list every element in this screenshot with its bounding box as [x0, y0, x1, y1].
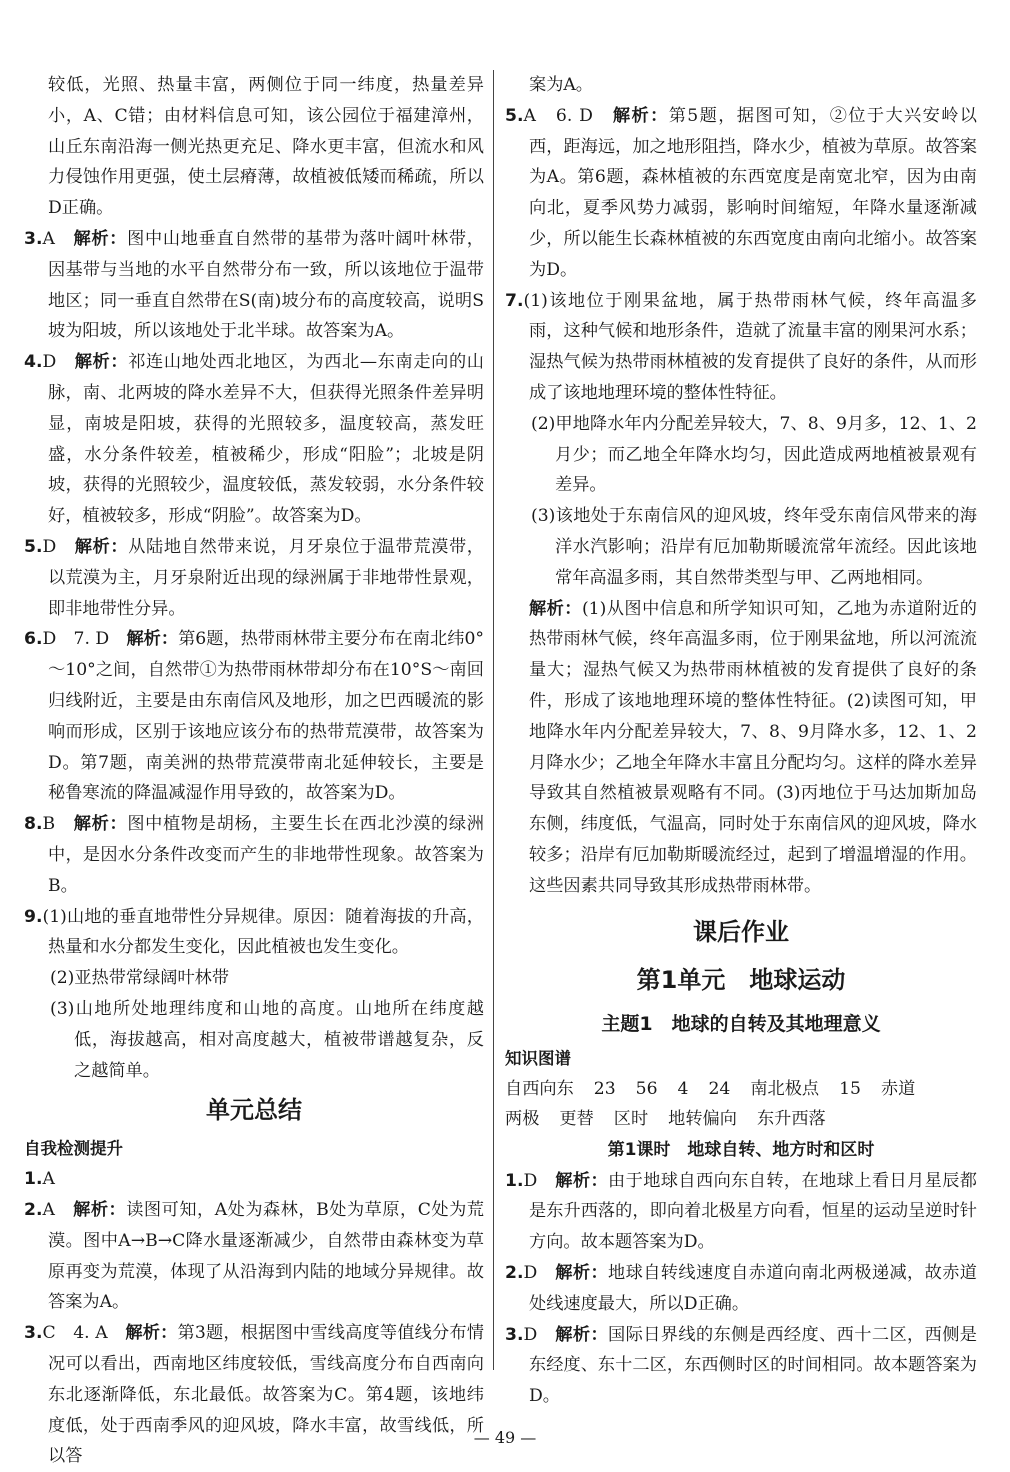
analysis-label: 解析：: [555, 1262, 609, 1283]
analysis-label: 解析：: [73, 1200, 127, 1221]
column-divider: [493, 70, 494, 1370]
analysis-label: 解析：: [74, 352, 129, 373]
keyword: 两极: [505, 1108, 540, 1129]
answer-item: [505, 101, 977, 286]
answer-item: [24, 532, 484, 624]
answer-item: [505, 286, 977, 409]
item-text: 由于地球自西向东自转，在地球上看日月星辰都是东升西落的，即向着北极星方向看，恒星的运动呈逆时针方向。故本题答案为D。: [529, 1170, 977, 1253]
sub-answers: [24, 963, 484, 1086]
analysis-label: 解析：: [612, 105, 669, 126]
analysis-label: 解析：: [555, 1170, 609, 1191]
item-number: 5.: [24, 536, 43, 557]
keyword: 自西向东: [505, 1078, 574, 1099]
item-text: 国际日界线的东侧是西经度、西十二区，西侧是东经度、东十二区，东西侧时区的时间相同。故本题答案为D。: [529, 1324, 977, 1407]
item-text: (1)山地的垂直地带性分异规律。原因：随着海拔的升高，热量和水分都发生变化，因此植被也发生变化。: [42, 906, 484, 958]
item-text: 第6题，热带雨林带主要分布在南北纬0°～10°之间，自然带①为热带雨林带却分布在10°S～南回归线附近，主要是由东南信风及地形，加之巴西暖流的影响而形成，区别于该地应该分布的热带荒漠带，故答案为D。第7题，南美洲的热带荒漠带南北延伸较长，主要是秘鲁寒流的降温减湿作用导致的，故答案为D。: [48, 629, 484, 804]
sub-answers: [505, 409, 977, 594]
right-column: [505, 70, 977, 1412]
keyword: 更替: [559, 1108, 594, 1129]
item-number: 3.: [24, 1323, 43, 1344]
item-text: 第3题，根据图中雪线高度等值线分布情况可以看出，西南地区纬度较低，雪线高度分布自西南向东北逐渐降低，东北最低。故答案为C。第4题，该地纬度低，处于西南季风的迎风坡，降水丰富，故雪线低，所以答: [48, 1323, 484, 1467]
answer-item: [24, 1164, 484, 1195]
item-number: 2.: [24, 1200, 43, 1221]
item-answer: D: [42, 352, 57, 373]
analysis-label: 解析：: [125, 1323, 178, 1344]
item-answer: D: [523, 1262, 538, 1283]
item-answer: A: [42, 1169, 55, 1190]
keyword: 南北极点: [750, 1078, 820, 1099]
analysis-paragraph: [505, 594, 977, 902]
answer-continuation: 较低，光照、热量丰富，两侧位于同一纬度，热量差异小，A、C错；由材料信息可知，该公园位于福建漳州，山丘东南沿海一侧光热更充足、降水更丰富，但流水和风力侵蚀作用更强，使土层瘠薄，故植被低矮而稀疏，所以D正确。: [48, 75, 484, 219]
keyword: 56: [635, 1078, 658, 1099]
sub-answer: (3)该地处于东南信风的迎风坡，终年受东南信风带来的海洋水汽影响；沿岸有厄加勒斯暖流常年流经。因此该地常年高温多雨，其自然带类型与甲、乙两地相同。: [531, 506, 977, 588]
analysis-text: (1)从图中信息和所学知识可知，乙地为赤道附近的热带雨林气候，终年高温多雨，位于刚果盆地，所以河流流量大；湿热气候又为热带雨林植被的发育提供了良好的条件，形成了该地地理环境的整体性特征。(2)读图可知，甲地降水年内分配差异较大，7、8、9月降水多，12、1、2月降水少；乙地全年降水丰富且分配均匀。这样的降水差异导致其自然植被景观略有不同。(3)丙地位于马达加斯加岛东侧，纬度低，气温高，同时处于东南信风的迎风坡，降水较多；沿岸有厄加勒斯暖流经过，起到了增温增湿的作用。这些因素共同导致其形成热带雨林带。: [529, 598, 977, 896]
item-answer: D: [523, 1324, 538, 1345]
item-answer: A 6. D: [523, 105, 593, 126]
answer-item: [505, 1320, 977, 1412]
analysis-label: 解析：: [126, 629, 179, 650]
item-text: 地球自转线速度自赤道向南北两极递减，故赤道处线速度最大，所以D正确。: [529, 1262, 977, 1314]
answer-item: [505, 1166, 977, 1258]
keyword: 地转偏向: [668, 1108, 737, 1129]
keyword: 区时: [613, 1108, 649, 1129]
topic-heading: 主题1 地球的自转及其地理意义: [601, 1012, 881, 1035]
left-column: [24, 70, 484, 1472]
answer-item: [24, 224, 484, 347]
answer-item: [505, 1258, 977, 1320]
item-number: 1.: [24, 1169, 43, 1190]
analysis-label: 解析：: [529, 598, 582, 619]
keyword: 东升西落: [756, 1108, 826, 1129]
keyword: 15: [839, 1078, 861, 1099]
item-number: 2.: [505, 1262, 524, 1283]
item-text: 图中山地垂直自然带的基带为落叶阔叶林带，因基带与当地的水平自然带分布一致，所以该地位于温带地区；同一垂直自然带在S(南)坡分布的高度较高，说明S坡为阳坡，所以该地处于北半球。故答案为A。: [48, 228, 484, 342]
item-answer: D 7. D: [42, 629, 110, 650]
keyword-row: [505, 1104, 977, 1134]
item-answer: D: [523, 1170, 538, 1191]
item-number: 3.: [24, 228, 43, 249]
analysis-label: 解析：: [555, 1324, 609, 1345]
answer-item: [24, 1195, 484, 1318]
item-text: 从陆地自然带来说，月牙泉位于温带荒漠带，以荒漠为主，月牙泉附近出现的绿洲属于非地带性景观，即非地带性分异。: [48, 536, 484, 619]
sub-answer: (2)亚热带常绿阔叶林带: [50, 968, 230, 989]
item-number: 1.: [505, 1170, 524, 1191]
item-text: 第5题，据图可知，②位于大兴安岭以西，距海远，加之地形阻挡，降水少，植被为草原。故答案为A。第6题，森林植被的东西宽度是南宽北窄，因为由南向北，夏季风势力减弱，影响时间缩短，年降水量逐渐减少，所以能生长森林植被的东西宽度由南向北缩小。故答案为D。: [529, 105, 977, 280]
keyword-row: [505, 1074, 977, 1104]
item-number: 8.: [24, 814, 43, 835]
lesson-heading: 第1课时 地球自转、地方时和区时: [607, 1139, 875, 1160]
answer-item: [24, 347, 484, 532]
answer-item: [24, 809, 484, 901]
sub-answer: (3)山地所处地理纬度和山地的高度。山地所在纬度越低，海拔越高，相对高度越大，植被带谱越复杂，反之越简单。: [50, 998, 484, 1081]
answer-item: [24, 902, 484, 964]
item-text: 读图可知，A处为森林，B处为草原，C处为荒漠。图中A→B→C降水量逐渐减少，自然带由森林变为草原再变为荒漠，体现了从沿海到内陆的地域分异规律。故答案为A。: [48, 1200, 484, 1313]
keyword: 4: [677, 1078, 689, 1099]
item-number: 5.: [505, 105, 524, 126]
keyword: 赤道: [880, 1078, 916, 1099]
unit-heading: 第1单元 地球运动: [636, 965, 846, 994]
item-number: 4.: [24, 352, 43, 373]
analysis-label: 解析：: [73, 228, 128, 249]
item-text: (1)该地位于刚果盆地，属于热带雨林气候，终年高温多雨，这种气候和地形条件，造就了流量丰富的刚果河水系；湿热气候为热带雨林植被的发育提供了良好的条件，从而形成了该地地理环境的整体性特征。: [523, 290, 977, 403]
section-heading: 单元总结: [206, 1096, 302, 1125]
section-heading: 课后作业: [693, 917, 789, 946]
keyword: 23: [593, 1078, 616, 1099]
answer-item: [24, 1318, 484, 1472]
item-text: 图中植物是胡杨，主要生长在西北沙漠的绿洲中，是因水分条件改变而产生的非地带性现象。故答案为B。: [48, 814, 484, 896]
item-number: 9.: [24, 906, 43, 927]
answer-item: [24, 624, 484, 809]
analysis-label: 解析：: [73, 814, 128, 835]
item-number: 7.: [505, 290, 524, 311]
page-number: — 49 —: [473, 1428, 537, 1447]
item-number: 6.: [24, 629, 43, 650]
subsection-label: 自我检测提升: [24, 1139, 123, 1159]
item-answer: C 4. A: [42, 1323, 108, 1344]
keyword: 24: [708, 1078, 731, 1099]
item-answer: A: [42, 228, 55, 249]
sub-answer: (2)甲地降水年内分配差异较大，7、8、9月多，12、1、2月少；而乙地全年降水均匀，因此造成两地植被景观有差异。: [531, 413, 977, 496]
knowledge-map-label: 知识图谱: [505, 1048, 571, 1068]
item-answer: A: [42, 1200, 55, 1221]
answer-continuation: 案为A。: [529, 75, 593, 95]
item-answer: B: [42, 814, 56, 835]
analysis-label: 解析：: [74, 536, 129, 557]
item-text: 祁连山地处西北地区，为西北—东南走向的山脉，南、北两坡的降水差异不大，但获得光照条件差异明显，南坡是阳坡，获得的光照较多，温度较高，蒸发旺盛，水分条件较差，植被稀少，形成“阳脸”；北坡是阴坡，获得的光照较少，温度较低，蒸发较弱，水分条件较好，植被较多，形成“阴脸”。故答案为D。: [48, 352, 484, 527]
item-number: 3.: [505, 1324, 524, 1345]
item-answer: D: [42, 536, 57, 557]
